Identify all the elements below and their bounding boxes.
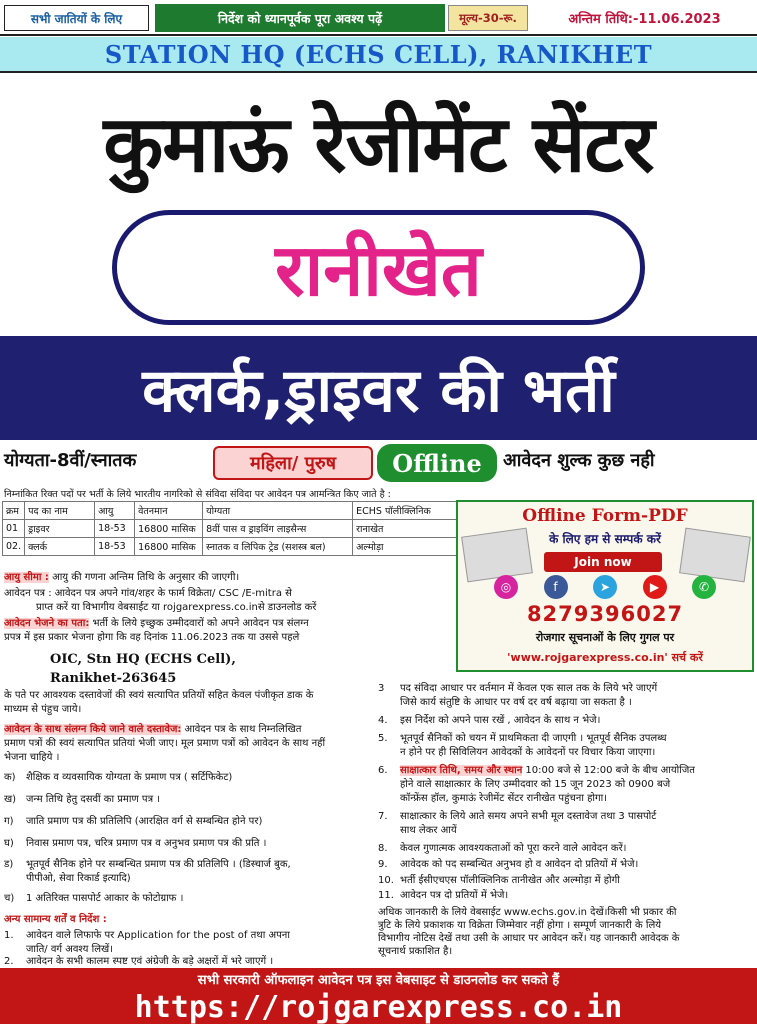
send-text: प्रपत्र में इस प्रकार भेजना होगा कि वह दिनांक 11.06.2023 तक या उससे पहले [4, 632, 300, 643]
address-line: OIC, Stn HQ (ECHS Cell), [50, 652, 236, 667]
list-item: क) शैक्षिक व व्यवसायिक योग्यता के प्रमाण पत्र ( सर्टिफिकेट) [4, 772, 233, 783]
list-item: 1. आवेदन वाले लिफाफे पर Application for the post of तथा अपना [4, 930, 290, 941]
more-info: अधिक जानकारी के लिये वेबसाईट www.echs.gov.in देखें।किसी भी प्रकार की [378, 907, 677, 918]
table-header-cell: क्रम [3, 502, 25, 520]
list-item: जिसे कार्य संतुष्टि के आधार पर वर्ष दर वर्ष बढ़ाया जा सकता है । [400, 697, 632, 708]
promo-website[interactable]: 'www.rojgarexpress.co.in' सर्च करें [507, 651, 703, 664]
list-item: 5. भूतपूर्व सैनिकों को चयन में प्राथमिकता दी जाएगी । भूतपूर्व सैनिक उपलब्ध [378, 733, 667, 744]
more-info: विभागीय नोटिस देखें तथा उसी के आधार पर आवेदन करें। यह जानकारी आवेदक के [378, 933, 680, 944]
table-header-cell: पद का नाम [25, 502, 95, 520]
table-cell: क्लर्क [25, 538, 95, 556]
interview-text: कॉन्फ्रेंस हॉल, कुमाऊं रेजीमेंट सेंटर रानीखेत पहुंचना होगा। [400, 793, 607, 804]
footer-url[interactable]: https://rojgarexpress.co.in [0, 990, 757, 1024]
instagram-icon[interactable]: ◎ [494, 575, 518, 599]
list-item: 7. साक्षात्कार के लिये आते समय अपने सभी मूल दस्तावेज तथा 3 पासपोर्ट [378, 811, 657, 822]
table-cell: अल्मोड़ा [353, 538, 460, 556]
intro-text: निम्नांकित रिक्त पदों पर भर्ती के लिये भारतीय नागरिको से संविदा संविदा पर आवेदन पत्र आमन्त्रित किए जाते है : [4, 489, 391, 500]
for-all-castes-badge: सभी जातियों के लिए [4, 5, 149, 31]
table-cell: रानाखेत [353, 520, 460, 538]
send-address [4, 617, 309, 630]
more-info: त्रुटि के लिये प्रकाशक या विक्रेता जिम्मेवार नहीं होगा । सम्पूर्ण जानकारी के लिये [378, 920, 662, 931]
promo-box [456, 500, 754, 672]
table-cell: 18-53 [95, 520, 135, 538]
table-row [3, 520, 460, 538]
age-limit [4, 571, 239, 584]
documents-label: आवेदन के साथ संलग्न किये जाने वाले दस्तावेज: [4, 724, 182, 735]
gender-badge: महिला/ पुरुष [213, 446, 373, 480]
station-title: STATION HQ (ECHS CELL), RANIKHET [0, 37, 757, 73]
form-text: प्राप्त करें या विभागीय वेबसाईट या rojgarexpress.co.inसे डाउनलोड करें [36, 602, 317, 613]
table-cell: 16800 मासिक [135, 538, 203, 556]
facebook-icon[interactable]: f [544, 575, 568, 599]
list-item: साथ लेकर आयें [400, 825, 457, 836]
interview-text: होने वाले साक्षात्कार के लिए उम्मीदवार को 15 जून 2023 को 0900 बजे [400, 779, 671, 790]
location-badge: रानीखेत [112, 210, 645, 325]
post-text: के पते पर आवश्यक दस्तावेजों की स्वयं सत्यापित प्रतियों सहित केवल पंजीकृत डाक के [4, 690, 314, 701]
documents-text: भेजना चाहिये । [4, 752, 60, 763]
table-cell: स्नातक व लिपिक ट्रेड (सशस्त्र बल) [203, 538, 353, 556]
top-strip [0, 0, 757, 36]
table-cell: ड्राइवर [25, 520, 95, 538]
table-header-cell: आयु [95, 502, 135, 520]
list-item: 4. इस निर्देश को अपने पास रखें , आवेदन के साथ न भेजे। [378, 715, 601, 726]
list-item: 10. भर्ती ईसीएचएस पॉलीक्लिनिक तानीखेत और अल्मोड़ा में होगी [378, 875, 620, 886]
social-icons [494, 575, 716, 599]
form-text: आवेदन पत्र : आवेदन पत्र अपने गांव/शहर के फार्म विक्रेता/ CSC /E-mitra से [4, 588, 292, 599]
last-date: अन्तिम तिथि:-11.06.2023 [568, 12, 721, 27]
table-row [3, 538, 460, 556]
promo-subtitle: के लिए हम से सम्पर्क करें [549, 532, 661, 546]
send-text: भर्ती के लिये इच्छुक उम्मीदवारों को अपने आवेदन पत्र संलग्न [89, 618, 309, 629]
send-label: आवेदन भेजने का पता: [4, 618, 90, 629]
post-text: माध्यम से पंहुच जाये। [4, 704, 82, 715]
youtube-icon[interactable]: ▶ [643, 575, 667, 599]
address-line: Ranikhet-263645 [50, 671, 177, 686]
qualification-row [0, 442, 757, 484]
documents-heading [4, 723, 301, 736]
table-cell: 18-53 [95, 538, 135, 556]
list-item: ड) भूतपूर्व सैनिक होने पर सम्बन्धित प्रमाण पत्र की प्रतिलिपि । (डिस्चार्ज बुक, [4, 859, 291, 870]
list-item: 3 पद संविदा आधार पर वर्तमान में केवल एक साल तक के लिये भरे जाएगें [378, 683, 658, 694]
age-text: आयु की गणना अन्तिम तिथि के अनुसार की जाएगी। [48, 572, 240, 583]
join-now-button[interactable]: Join now [544, 552, 662, 572]
price-badge: मूल्य-30-रू. [448, 5, 528, 31]
table-cell: 16800 मासिक [135, 520, 203, 538]
table-header-cell: ECHS पॉलीक्लिनिक [353, 502, 460, 520]
table-header-cell: योग्यता [203, 502, 353, 520]
more-info: सूचनार्थ प्रकाशित है। [378, 946, 453, 957]
qualification-text: योग्यता-8वीं/स्नातक [4, 450, 137, 471]
footer-banner: सभी सरकारी ऑफलाइन आवेदन पत्र इस वेबसाइट से डाउनलोड कर सकते हैं [0, 968, 757, 990]
age-label: आयु सीमा : [4, 572, 49, 583]
list-item: 11. आवेदन पत्र दो प्रतियों में भेजे। [378, 890, 509, 901]
table-header-cell: वेतनमान [135, 502, 203, 520]
interview-item: 6. साक्षात्कार तिथि, समय और स्थान 10:00 बजे से 12:00 बजे के बीच आयोजित [378, 765, 695, 776]
documents-text: आवेदन पत्र के साथ निम्नलिखित [181, 724, 302, 735]
list-item: ग) जाति प्रमाण पत्र की प्रतिलिपि (आरक्षित वर्ग से सम्बन्धित होने पर) [4, 816, 263, 827]
general-heading: अन्य सामान्य शर्तें व निर्देश : [4, 914, 107, 925]
list-item: ख) जन्म तिथि हेतु दसवीं का प्रमाण पत्र । [4, 794, 161, 805]
interview-label: साक्षात्कार तिथि, समय और स्थान [400, 765, 523, 776]
recruitment-title: क्लर्क,ड्राइवर की भर्ती [0, 336, 757, 440]
list-item: 9. आवेदक को पद सम्बन्धित अनुभव हो व आवेदन दो प्रतियों में भेजे। [378, 859, 639, 870]
whatsapp-icon[interactable]: ✆ [692, 575, 716, 599]
headline: कुमाऊं रेजीमेंट सेंटर [103, 100, 654, 190]
list-item: 2. आवेदन के सभी कालम स्पष्ट एवं अंग्रेजी के बड़े अक्षरों में भरे जाएगें । [4, 956, 274, 967]
telegram-icon[interactable]: ➤ [593, 575, 617, 599]
list-item: घ) निवास प्रमाण पत्र, चरित्र प्रमाण पत्र व अनुभव प्रमाण पत्र की प्रति । [4, 838, 267, 849]
documents-text: प्रमाण पत्रों की स्वयं सत्यापित प्रतियां भेजी जाए। मूल प्रमाण पत्रों को आवेदन के साथ नहीं [4, 738, 326, 749]
promo-title: Offline Form-PDF [522, 506, 688, 526]
list-item: च) 1 अतिरिक्त पासपोर्ट आकार के फोटोग्राफ । [4, 893, 184, 904]
offline-badge: Offline [377, 444, 497, 482]
posts-table [2, 501, 460, 556]
list-item: जाति/ वर्ग अवश्य लिखें। [26, 944, 113, 955]
list-item: 8. केवल गुणात्मक आवश्यकताओं को पूरा करने वाले आवेदन करें। [378, 843, 627, 854]
phone-number[interactable]: 8279396027 [526, 602, 684, 626]
list-item: न होने पर ही सिविलियन आवेदकों के आवेदनों पर विचार किया जाएगा। [400, 747, 656, 758]
table-header-row [3, 502, 460, 520]
instruction-banner: निर्देश को ध्यानपूर्वक पूरा अवश्य पढ़ें [155, 4, 445, 32]
table-cell: 8वीं पास व ड्राइविंग लाइसैन्स [203, 520, 353, 538]
table-cell: 02. [3, 538, 25, 556]
fee-text: आवेदन शुल्क कुछ नही [503, 450, 655, 471]
promo-line: रोजगार सूचनाओं के लिए गुगल पर [535, 631, 675, 644]
list-item: पीपीओ, सेवा रिकार्ड इत्यादि) [26, 873, 131, 884]
table-cell: 01 [3, 520, 25, 538]
